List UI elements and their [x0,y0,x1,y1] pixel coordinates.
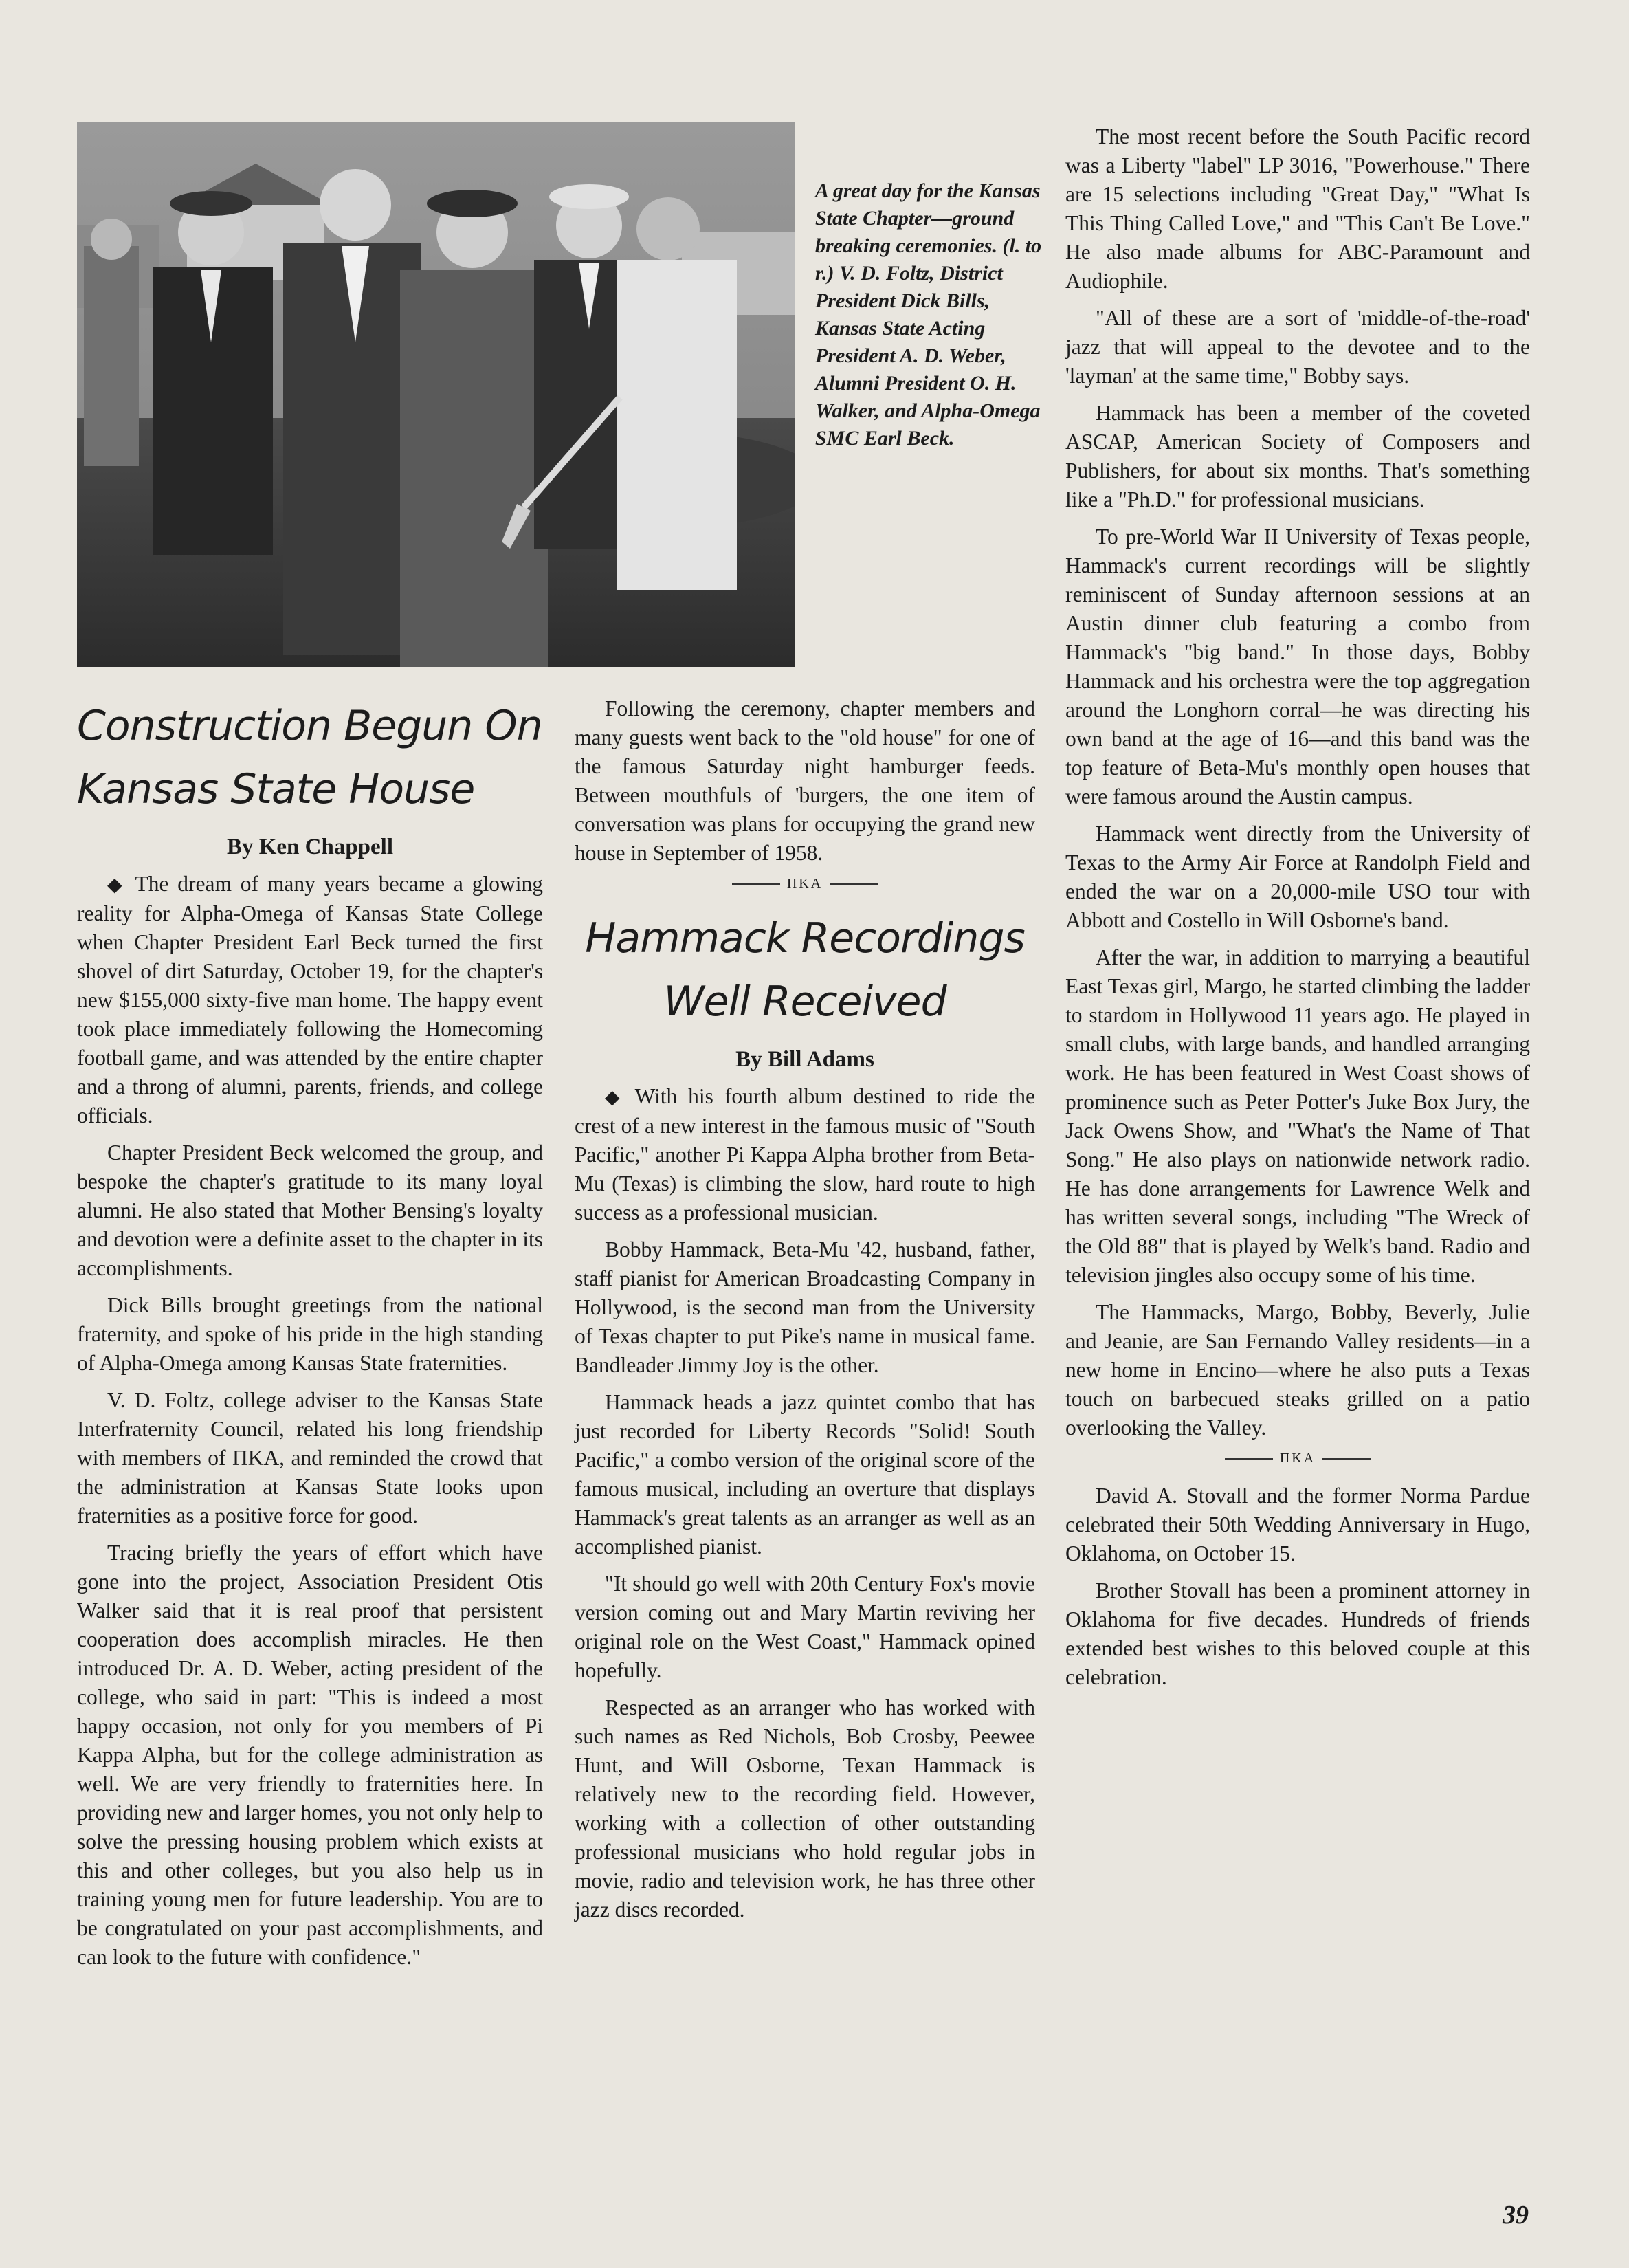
separator-label: ΠΚΑ [786,876,823,891]
page-number: 39 [1503,2201,1529,2230]
ground-breaking-photo [77,122,795,667]
article1-paragraph: Chapter President Beck welcomed the group, and bespoke the chapter's gratitude to its many loyal alumni. He also stated that Mother Bensing's loyalty and devotion were a definite asset to the chapter in its accomplishments. [77,1141,543,1280]
article1-paragraph: V. D. Foltz, college adviser to the Kansas State Interfraternity Council, related his long friendship with members of ΠΚΑ, and reminded the crowd that the administration at Kansas State looks upon fraternities as a positive force for good. [77,1388,543,1528]
article2-paragraph: Hammack has been a member of the coveted ASCAP, American Society of Composers and Publishers, for about six months. That's something like a "Ph.D." for professional musicians. [1065,401,1530,511]
section-separator [575,876,1035,892]
article2-title: Hammack Recordings Well Received [585,914,1025,1026]
article1-paragraph: Dick Bills brought greetings from the national fraternity, and spoke of his pride in the high standing of Alpha-Omega among Kansas State fraternities. [77,1293,543,1375]
article2-paragraph: The Hammacks, Margo, Bobby, Beverly, Julie and Jeanie, are San Fernando Valley residents—in a new home in Encino—where he also puts a Texas touch on barbecued steaks grilled on a patio overlooking the Valley. [1065,1300,1530,1440]
article1-paragraph: Tracing briefly the years of effort which have gone into the project, Association President Otis Walker said that it is real proof that persistent cooperation does accomplish miracles. He then introduced Dr. A. D. Weber, acting president of the college, who said in part: "This is indeed a most happy occasion, not only for you members of Pi Kappa Alpha, but for the college administration as well. We are very friendly to fraternities here. In providing new and larger homes, you not only help to solve the pressing housing problem which exists at this and other colleges, but you also help us in training young men for future leadership. You are to be congratulated on your past accomplishments, and can look to the future with confidence." [77,1541,543,1969]
article2-byline: By Bill Adams [735,1047,874,1072]
article1-paragraph: Following the ceremony, chapter members and many guests went back to the "old house" for one of the famous Saturday night hamburger feeds. Between mouthfuls of 'burgers, the one item of conversation was plans for occupying the grand new house in September of 1958. [575,696,1035,865]
article3-paragraph: David A. Stovall and the former Norma Pardue celebrated their 50th Wedding Anniversary in Hugo, Oklahoma, on October 15. [1065,1484,1530,1565]
column-2 [575,694,1035,1933]
separator-rule [830,883,878,885]
article2-paragraph: Hammack went directly from the University of Texas to the Army Air Force at Randolph Field and ended the war on a 20,000-mile USO tour with Abbott and Costello in Will Osborne's band. [1065,822,1530,932]
separator-label: ΠΚΑ [1279,1451,1316,1466]
article2-paragraph: ◆ With his fourth album destined to ride the crest of a new interest in the famous music of "South Pacific," another Pi Kappa Alpha brother from Beta-Mu (Texas) is climbing the slow, hard route to high success as a professional musician. [575,1084,1035,1224]
article2-paragraph: Respected as an arranger who has worked with such names as Red Nichols, Bob Crosby, Peewee Hunt, and Will Osborne, Texan Hammack is relatively new to the recording field. However, working with a collection of other outstanding professional musicians who hold regular jobs in movie, radio and television work, he has three other jazz discs recorded. [575,1695,1035,1922]
column-3 [1065,122,1530,1700]
diamond-icon: ◆ [605,1086,625,1108]
article2-paragraph: To pre-World War II University of Texas people, Hammack's current recordings will be slightly reminiscent of Sunday afternoon sessions at an Austin dinner club featuring a combo from Hammack's "big band." In those days, Bobby Hammack and his orchestra were the top aggregation around the Longhorn corral—he was directing his own band at the age of 16—and this band was the top feature of Beta-Mu's monthly open houses that were famous around the Austin campus. [1065,525,1530,808]
diamond-icon: ◆ [107,873,126,896]
column-1 [77,694,543,1980]
section-separator [1065,1451,1530,1466]
photo-caption: A great day for the Kansas State Chapter—ground breaking ceremonies. (l. to r.) V. D. Foltz, District President Dick Bills, Kansas State Acting President A. D. Weber, Alumni President O. H. Walker, and Alpha-Omega SMC Earl Beck. [815,179,1042,450]
article3-paragraph: Brother Stovall has been a prominent attorney in Oklahoma for five decades. Hundreds of friends extended best wishes to this beloved couple at this celebration. [1065,1578,1530,1689]
separator-rule [1225,1458,1273,1460]
separator-rule [1322,1458,1371,1460]
article2-paragraph: Bobby Hammack, Beta-Mu '42, husband, father, staff pianist for American Broadcasting Company in Hollywood, is the second man from the University of Texas chapter to put Pike's name in musical fame. Bandleader Jimmy Joy is the other. [575,1237,1035,1377]
article2-paragraph: "All of these are a sort of 'middle-of-the-road' jazz that will appeal to the devotee and to the 'layman' at the same time," Bobby says. [1065,306,1530,388]
article1-title: Construction Begun On Kansas State House [77,702,542,813]
article2-paragraph: Hammack heads a jazz quintet combo that has just recorded for Liberty Records "Solid! South Pacific," a combo version of the original score of the famous musical, including an overture that displays Hammack's great talents as an arranger as well as an accomplished pianist. [575,1390,1035,1559]
article2-paragraph: "It should go well with 20th Century Fox's movie version coming out and Mary Martin reviving her original role on the West Coast," Hammack opined hopefully. [575,1572,1035,1682]
article1-paragraph: ◆ The dream of many years became a glowing reality for Alpha-Omega of Kansas State College when Chapter President Earl Beck turned the first shovel of dirt Saturday, October 19, for the chapter's new $155,000 sixty-five man home. The happy event took place immediately following the Homecoming football game, and was attended by the entire chapter and a throng of alumni, parents, friends, and college officials. [77,872,543,1127]
article2-paragraph: After the war, in addition to marrying a beautiful East Texas girl, Margo, he started climbing the ladder to stardom in Hollywood 11 years ago. He played in small clubs, with large bands, and handled arranging work. He has been featured in West Coast shows of prominence such as Peter Potter's Juke Box Jury, the Jack Owens Show, and "What's the Name of That Song." He also plays on nationwide network radio. He has done arrangements for Lawrence Welk and has written several songs, including "The Wreck of the Old 88" that is played by Welk's band. Radio and television jingles also occupy some of his time. [1065,945,1530,1287]
article2-paragraph: The most recent before the South Pacific record was a Liberty "label" LP 3016, "Powerhouse." There are 15 selections including "Great Day," "What Is This Thing Called Love," and "This Can't Be Love." He also made albums for ABC-Paramount and Audiophile. [1065,124,1530,293]
article1-byline: By Ken Chappell [226,835,394,859]
separator-rule [732,883,780,885]
photo-illustration [77,122,795,667]
